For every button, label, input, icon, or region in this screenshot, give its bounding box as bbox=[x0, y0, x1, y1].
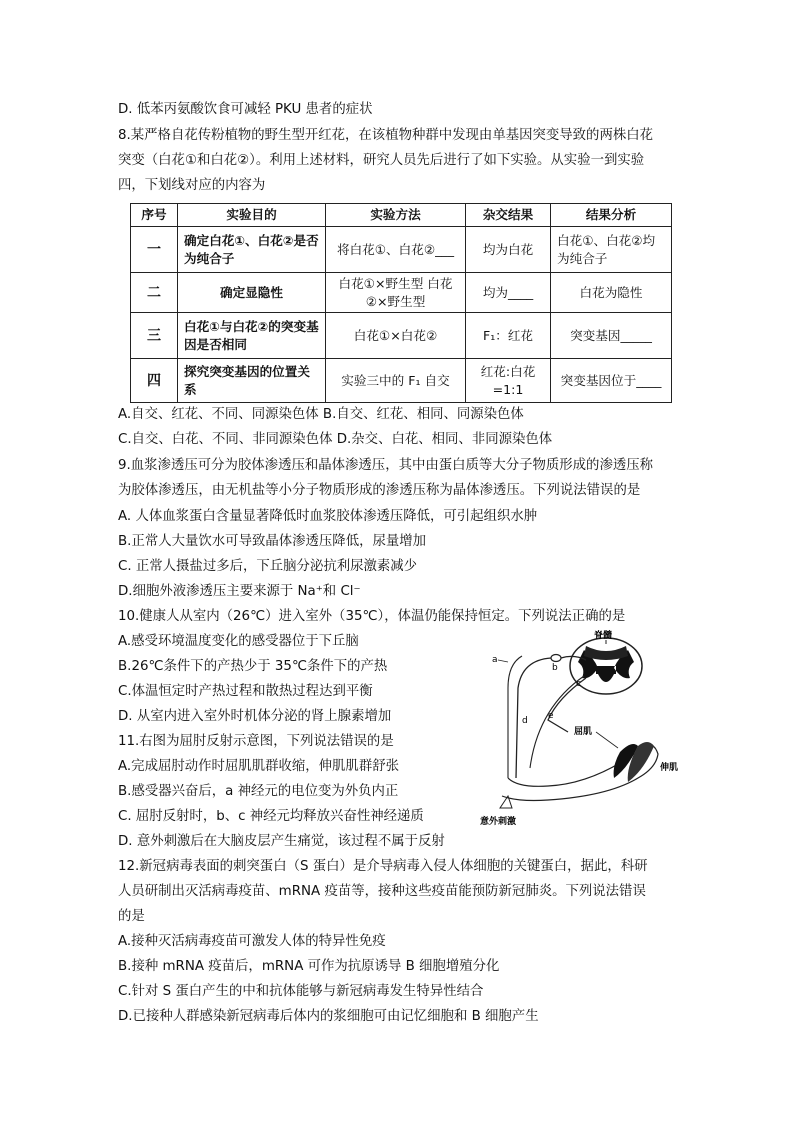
q12-stem-line-1: 12.新冠病毒表面的刺突蛋白（S 蛋白）是介导病毒入侵人体细胞的关键蛋白，据此，科研 bbox=[118, 859, 648, 874]
q11-stem: 11.右图为屈肘反射示意图，下列说法错误的是 bbox=[118, 734, 394, 749]
label-c: c bbox=[576, 679, 581, 689]
label-a-line bbox=[498, 660, 508, 662]
extensor-label: 伸肌 bbox=[660, 763, 679, 773]
table-row bbox=[131, 273, 672, 313]
q9-stem-line-1: 9.血浆渗透压可分为胶体渗透压和晶体渗透压，其中由蛋白质等大分子物质形成的渗透压称 bbox=[118, 458, 654, 473]
row-index: 三 bbox=[131, 313, 178, 359]
q8-stem-line-1: 8.某严格自花传粉植物的野生型开红花，在该植物种群中发现由单基因突变导致的两株白花 bbox=[118, 128, 654, 143]
q8-options-cd: C.自交、白花、不同、非同源染色体 D.杂交、白花、相同、非同源染色体 bbox=[118, 432, 553, 447]
row-purpose: 确定显隐性 bbox=[178, 273, 326, 313]
row-index: 四 bbox=[131, 359, 178, 403]
afferent-nerve-2 bbox=[508, 656, 522, 778]
label-b: b bbox=[552, 663, 558, 673]
row-result: 均为白花 bbox=[466, 227, 551, 273]
row-result: F₁：红花 bbox=[466, 313, 551, 359]
q10-option-d: D. 从室内进入室外时机体分泌的肾上腺素增加 bbox=[118, 709, 392, 724]
header-result: 杂交结果 bbox=[466, 204, 551, 227]
q12-stem-line-3: 的是 bbox=[118, 909, 145, 924]
table-row bbox=[131, 227, 672, 273]
row-purpose: 确定白花①、白花②是否为纯合子 bbox=[178, 227, 326, 273]
row-method: 白花①×白花② bbox=[326, 313, 466, 359]
q8-stem-line-2: 突变（白花①和白花②）。利用上述材料，研究人员先后进行了如下实验。从实验一到实验 bbox=[118, 153, 645, 168]
header-analysis: 结果分析 bbox=[551, 204, 672, 227]
flexor-label-line bbox=[596, 732, 618, 748]
header-method: 实验方法 bbox=[326, 204, 466, 227]
flexor-label: 屈肌 bbox=[574, 727, 593, 737]
row-result: 红花:白花 =1:1 bbox=[466, 359, 551, 403]
q8-options-ab: A.自交、红花、不同、同源染色体 B.自交、红花、相同、同源染色体 bbox=[118, 407, 524, 422]
q9-option-a: A. 人体血浆蛋白含量显著降低时血浆胶体渗透压降低，可引起组织水肿 bbox=[118, 509, 538, 524]
label-a: a bbox=[492, 655, 498, 665]
row-analysis: 白花为隐性 bbox=[551, 273, 672, 313]
q7-option-d: D. 低苯丙氨酸饮食可减轻 PKU 患者的症状 bbox=[118, 102, 373, 117]
q11-option-a: A.完成屈肘动作时屈肌肌群收缩，伸肌肌群舒张 bbox=[118, 759, 399, 774]
header-index: 序号 bbox=[131, 204, 178, 227]
ganglion bbox=[551, 655, 561, 662]
efferent-nerve-2 bbox=[530, 676, 584, 768]
row-method: 白花①×野生型 白花②×野生型 bbox=[326, 273, 466, 313]
row-index: 一 bbox=[131, 227, 178, 273]
row-analysis: 突变基因位于____ bbox=[551, 359, 672, 403]
q11-option-d: D. 意外刺激后在大脑皮层产生痛觉，该过程不属于反射 bbox=[118, 834, 445, 849]
q10-option-c: C.体温恒定时产热过程和散热过程达到平衡 bbox=[118, 684, 373, 699]
q8-stem-line-3: 四，下划线对应的内容为 bbox=[118, 178, 266, 193]
q9-stem-line-2: 为胶体渗透压，由无机盐等小分子物质形成的渗透压称为晶体渗透压。下列说法错误的是 bbox=[118, 483, 641, 498]
row-index: 二 bbox=[131, 273, 178, 313]
experiment-table bbox=[130, 203, 672, 403]
table-header-row bbox=[131, 204, 672, 227]
spinal-cord-label: 脊髓 bbox=[594, 631, 613, 641]
q10-stem: 10.健康人从室内（26℃）进入室外（35℃），体温仍能保持恒定。下列说法正确的是 bbox=[118, 609, 626, 624]
row-analysis: 突变基因_____ bbox=[551, 313, 672, 359]
q10-option-a: A.感受环境温度变化的感受器位于下丘脑 bbox=[118, 634, 359, 649]
row-method: 实验三中的 F₁ 自交 bbox=[326, 359, 466, 403]
header-purpose: 实验目的 bbox=[178, 204, 326, 227]
q10-option-b: B.26℃条件下的产热少于 35℃条件下的产热 bbox=[118, 659, 388, 674]
row-analysis: 白花①、白花②均为纯合子 bbox=[551, 227, 672, 273]
table-row bbox=[131, 313, 672, 359]
row-method: 将白花①、白花②___ bbox=[326, 227, 466, 273]
row-result: 均为____ bbox=[466, 273, 551, 313]
q12-option-d: D.已接种人群感染新冠病毒后体内的浆细胞可由记忆细胞和 B 细胞产生 bbox=[118, 1009, 539, 1024]
q12-option-b: B.接种 mRNA 疫苗后，mRNA 可作为抗原诱导 B 细胞增殖分化 bbox=[118, 959, 500, 974]
label-e: e bbox=[548, 711, 554, 721]
row-purpose: 探究突变基因的位置关系 bbox=[178, 359, 326, 403]
flexion-reflex-diagram bbox=[478, 628, 690, 828]
q12-option-a: A.接种灭活病毒疫苗可激发人体的特异性免疫 bbox=[118, 934, 386, 949]
q11-option-c: C. 屈肘反射时，b、c 神经元均释放兴奋性神经递质 bbox=[118, 809, 424, 824]
q12-option-c: C.针对 S 蛋白产生的中和抗体能够与新冠病毒发生特异性结合 bbox=[118, 984, 484, 999]
table-row bbox=[131, 359, 672, 403]
row-purpose: 白花①与白花②的突变基因是否相同 bbox=[178, 313, 326, 359]
stimulus-label: 意外刺激 bbox=[480, 817, 517, 827]
q11-option-b: B.感受器兴奋后，a 神经元的电位变为外负内正 bbox=[118, 784, 399, 799]
q9-option-c: C. 正常人摄盐过多后，下丘脑分泌抗利尿激素减少 bbox=[118, 559, 418, 574]
q12-stem-line-2: 人员研制出灭活病毒疫苗、mRNA 疫苗等，接种这些疫苗能预防新冠肺炎。下列说法错误 bbox=[118, 884, 646, 899]
q9-option-d: D.细胞外液渗透压主要来源于 Na⁺和 Cl⁻ bbox=[118, 584, 361, 599]
label-d: d bbox=[522, 716, 528, 726]
q9-option-b: B.正常人大量饮水可导致晶体渗透压降低，尿量增加 bbox=[118, 534, 427, 549]
